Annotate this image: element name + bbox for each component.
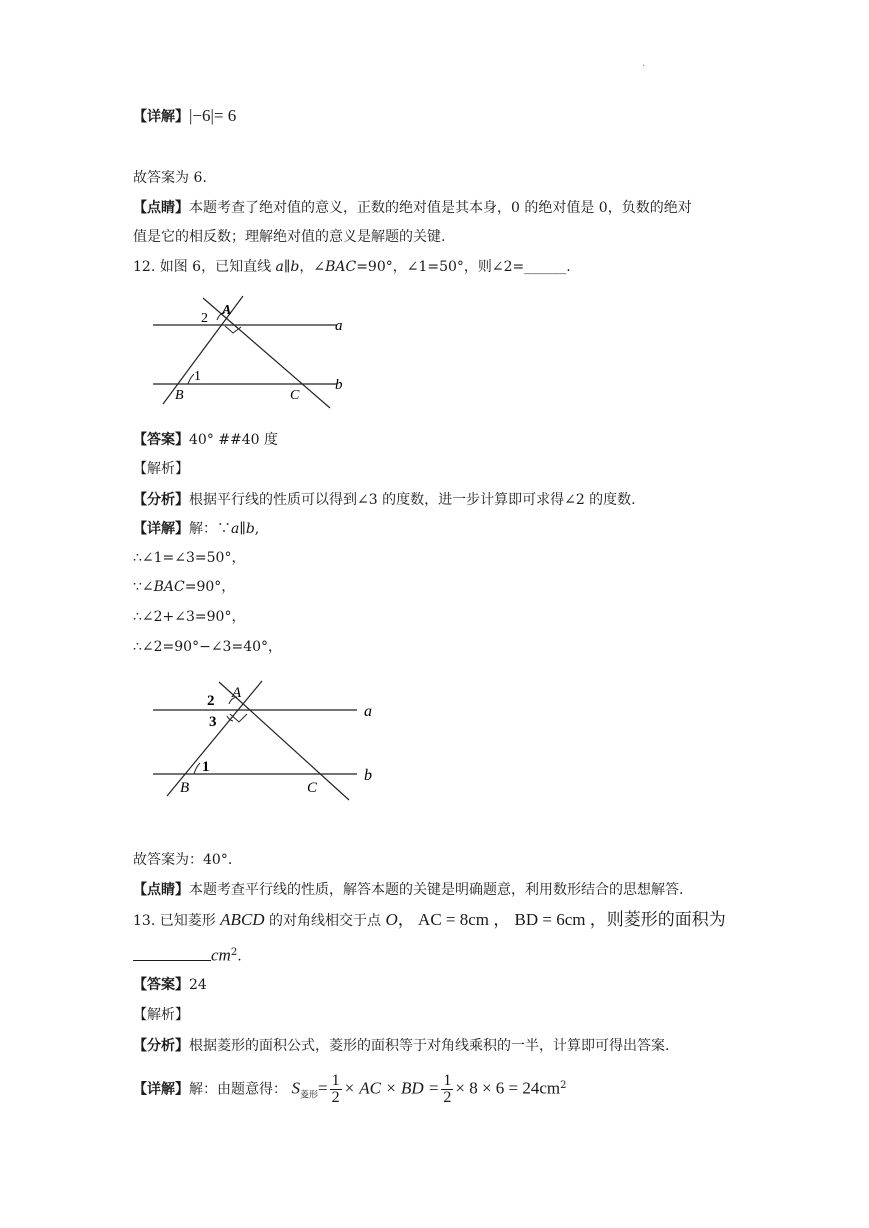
formula-expression: × AC × BD = bbox=[343, 1078, 440, 1098]
line-ab-stroke bbox=[167, 681, 262, 796]
q12-step-4: ∴∠2=90°−∠3=40°， bbox=[133, 639, 283, 655]
detail-tag: 【详解】 bbox=[133, 109, 189, 125]
unit-period: . bbox=[237, 948, 242, 965]
header-dot: . bbox=[642, 58, 646, 69]
line-a: a bbox=[231, 521, 240, 537]
q12-step-3: ∴∠2+∠3=90°， bbox=[133, 609, 246, 625]
label-a: a bbox=[364, 703, 372, 720]
line-b: b bbox=[290, 259, 300, 275]
fraction-numerator: 1 bbox=[443, 1072, 452, 1090]
question-text: ，∠ bbox=[299, 259, 326, 275]
parallel-symbol: ∥ bbox=[283, 259, 291, 275]
line-b: b bbox=[245, 521, 255, 537]
label-B: B bbox=[180, 780, 190, 796]
q13-fenxi bbox=[133, 1036, 669, 1056]
angle-1-arc bbox=[194, 763, 200, 774]
fenxi-text: 根据菱形的面积公式，菱形的面积等于对角线乘积的一半，计算即可得出答案. bbox=[189, 1038, 670, 1054]
detail-text: , bbox=[254, 521, 260, 537]
q12-step-1: ∴∠1=∠3=50°， bbox=[133, 550, 246, 566]
detail-text: 解：由题意得： bbox=[189, 1081, 287, 1098]
comment-text: 本题考查平行线的性质，解答本题的关键是明确题意，利用数形结合的思想解答. bbox=[189, 882, 684, 898]
fenxi-tag: 【分析】 bbox=[133, 492, 189, 508]
unit: cm bbox=[211, 945, 231, 965]
comment-tag: 【点睛】 bbox=[133, 200, 189, 216]
comment-text: 本题考查了绝对值的意义，正数的绝对值是其本身，0 的绝对值是 0，负数的绝对 bbox=[189, 200, 692, 216]
figure-1 bbox=[145, 292, 375, 417]
q13-question bbox=[133, 910, 726, 931]
q11-comment-2: 值是它的相反数；理解绝对值的意义是解题的关键. bbox=[133, 229, 446, 245]
q12-answer bbox=[133, 430, 278, 450]
fraction-numerator: 1 bbox=[331, 1072, 340, 1090]
q11-comment-1 bbox=[133, 198, 692, 218]
fenxi-text: 根据平行线的性质可以得到∠3 的度数，进一步计算即可求得∠2 的度数. bbox=[189, 492, 636, 508]
label-b: b bbox=[364, 767, 372, 784]
fenxi-tag: 【分析】 bbox=[133, 1038, 189, 1054]
answer-blank bbox=[133, 946, 211, 961]
step-text: =90°， bbox=[184, 579, 236, 595]
label-2: 2 bbox=[207, 693, 215, 709]
comment-tag: 【点睛】 bbox=[133, 882, 189, 898]
angle-bac: BAC bbox=[325, 259, 357, 275]
q13-analysis-tag: 【解析】 bbox=[133, 1007, 189, 1023]
q13-blank-line bbox=[133, 943, 242, 967]
abs-value-expression: |−6|= 6 bbox=[189, 106, 237, 125]
q13-answer bbox=[133, 975, 207, 995]
label-A: A bbox=[232, 685, 242, 701]
parallel-symbol: ∥ bbox=[239, 521, 246, 537]
detail-tag: 【详解】 bbox=[133, 1081, 189, 1098]
q12-step-2 bbox=[133, 577, 235, 597]
area-symbol: S bbox=[291, 1078, 300, 1098]
unit-superscript: 2 bbox=[560, 1080, 567, 1091]
detail-text: 解：∵ bbox=[189, 521, 231, 537]
q12-fenxi bbox=[133, 490, 636, 510]
label-C: C bbox=[290, 388, 300, 403]
question-text: ， AC = 8cm ， BD = 6cm ，则菱形的面积为 bbox=[397, 910, 726, 929]
q13-detail bbox=[133, 1068, 567, 1113]
q11-detail bbox=[133, 106, 236, 127]
computation-expression: × 8 × 6 = 24cm bbox=[455, 1078, 561, 1098]
q12-comment bbox=[133, 880, 683, 900]
rhombus-name: ABCD bbox=[220, 910, 265, 929]
label-C: C bbox=[307, 780, 318, 796]
label-1: 1 bbox=[194, 369, 201, 384]
detail-tag: 【详解】 bbox=[133, 521, 189, 537]
figure-2 bbox=[145, 676, 385, 806]
answer-tag: 【答案】 bbox=[133, 432, 189, 448]
equals-sign: = bbox=[317, 1078, 328, 1098]
label-A: A bbox=[222, 303, 232, 318]
line-a: a bbox=[275, 259, 284, 275]
label-1: 1 bbox=[202, 759, 210, 775]
unit-superscript: 2 bbox=[230, 947, 238, 958]
fraction-half bbox=[441, 1073, 453, 1106]
q12-question bbox=[133, 257, 571, 277]
label-2: 2 bbox=[201, 311, 208, 326]
answer-value: 24 bbox=[189, 977, 207, 993]
question-text: 13. 已知菱形 bbox=[133, 913, 221, 929]
area-subscript: 菱形 bbox=[299, 1090, 318, 1101]
fraction-denominator: 2 bbox=[331, 1089, 340, 1107]
step-text: ∵∠ bbox=[133, 579, 154, 595]
fraction-denominator: 2 bbox=[443, 1089, 452, 1107]
answer-tag: 【答案】 bbox=[133, 977, 189, 993]
question-text: =90°，∠1=50°，则∠2=______. bbox=[356, 259, 571, 275]
point-o: O bbox=[385, 910, 398, 929]
label-3: 3 bbox=[209, 714, 217, 730]
q11-answer-line: 故答案为 6. bbox=[133, 170, 207, 186]
q12-final: 故答案为：40°. bbox=[133, 852, 233, 868]
answer-value: 40° ##40 度 bbox=[189, 432, 278, 448]
fraction-half bbox=[330, 1073, 342, 1106]
label-b: b bbox=[335, 377, 343, 393]
angle-bac: BAC bbox=[153, 579, 185, 595]
q12-detail bbox=[133, 519, 259, 539]
q12-analysis-tag: 【解析】 bbox=[133, 461, 189, 477]
question-text: 12. 如图 6，已知直线 bbox=[133, 259, 276, 275]
label-a: a bbox=[335, 318, 343, 334]
question-text: 的对角线相交于点 bbox=[264, 913, 386, 929]
label-B: B bbox=[175, 388, 184, 403]
